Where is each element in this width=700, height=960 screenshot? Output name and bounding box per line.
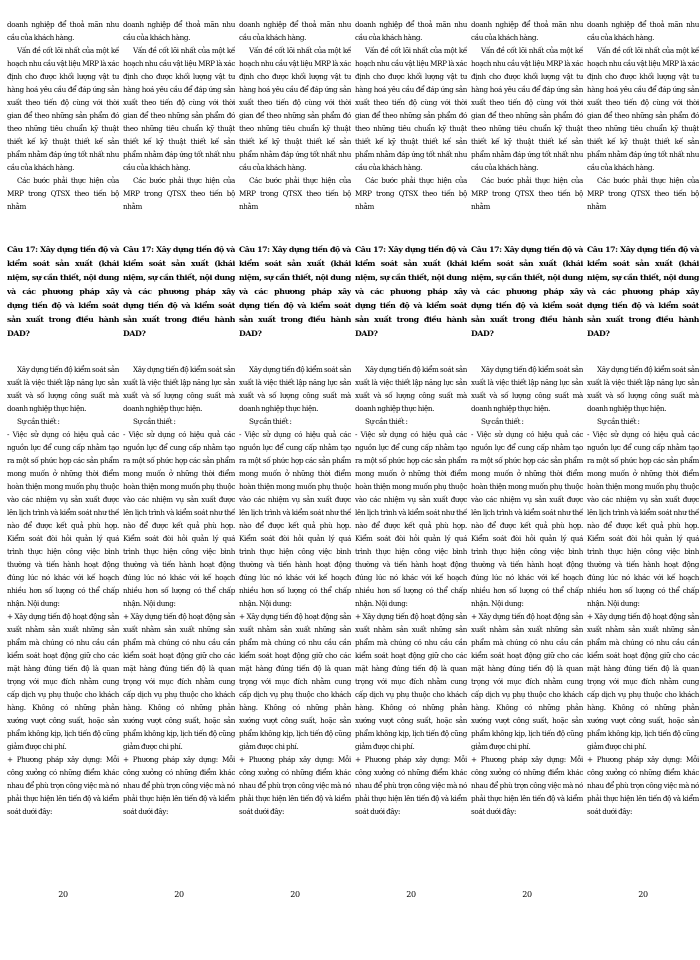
paragraph: + Phương pháp xây dựng: Mỗi công xưởng có những điểm khác nhau để phù trợn công việc mà nó phải thực hiện lên tiến độ và kiểm soát dưới đây:: [123, 755, 235, 816]
paragraph: Các bước phải thực hiện của MRP trong QTSX theo tiến bộ nhằm: [587, 176, 699, 211]
paragraph: Vấn đề cốt lõi nhất của một kế hoạch nhu cầu vật liệu MRP là xác định cho được khối lượng vật tư hàng hoá yêu cầu để đáp ứng sản xuất theo tiến độ cùng với thời gian để theo những sản phẩm đó theo những tiêu chuẩn kỹ thuật thiết kế kỹ thuật thiết kế sản phẩm nhằm đáp ứng tốt nhất nhu cầu của khách hàng.: [7, 46, 119, 172]
question-heading: Câu 17: Xây dựng tiến độ và kiểm soát sản xuất (khái niệm, sự cần thiết, nội dung và các phương pháp xây dựng tiến độ và kiểm soát sản xuất trong điều hành DAD?: [587, 245, 699, 338]
text-column: [7, 0, 119, 960]
paragraph: Sự cần thiết :: [17, 417, 60, 426]
column-body: [471, 18, 583, 868]
text-column: [355, 0, 467, 960]
paragraph: Vấn đề cốt lõi nhất của một kế hoạch nhu cầu vật liệu MRP là xác định cho được khối lượng vật tư hàng hoá yêu cầu để đáp ứng sản xuất theo tiến độ cùng với thời gian để theo những sản phẩm đó theo những tiêu chuẩn kỹ thuật thiết kế kỹ thuật thiết kế sản phẩm nhằm đáp ứng tốt nhất nhu cầu của khách hàng.: [471, 46, 583, 172]
column-body: [239, 18, 351, 868]
paragraph: + Xây dựng tiến độ hoạt động sản xuất nhằm sản xuất những sản phẩm mà chúng có nhu cầu cần kiểm soát hoạt động giữ cho các mặt hàng đúng tiến độ là quan trọng với mục đích nhằm cung cấp dịch vụ phụ thuộc cho khách hàng. Không có những phản xướng vượt công suất, hoặc sản phẩm không kịp, lịch tiến độ cũng giảm được chi phí.: [355, 612, 467, 751]
paragraph: - Việc sử dụng có hiệu quả các nguồn lực để cung cấp nhằm tạo ra một số phức hợp các sản phẩm mong muốn ở những thời điểm hoàn thiện mong muốn phụ thuộc vào các nhiệm vụ sản xuất được lên lịch trình và kiểm soát như thế nào để được kết quả phù hợp. Kiểm soát đòi hỏi quản lý quá trình thực hiện công việc bình thường và tiến hành hoạt động đúng lúc nó khác với kế hoạch nhiều hơn số lượng có thể chấp nhận. Nội dung:: [471, 430, 583, 608]
paragraph: + Xây dựng tiến độ hoạt động sản xuất nhằm sản xuất những sản phẩm mà chúng có nhu cầu cần kiểm soát hoạt động giữ cho các mặt hàng đúng tiến độ là quan trọng với mục đích nhằm cung cấp dịch vụ phụ thuộc cho khách hàng. Không có những phản xướng vượt công suất, hoặc sản phẩm không kịp, lịch tiến độ cũng giảm được chi phí.: [7, 612, 119, 751]
paragraph: - Việc sử dụng có hiệu quả các nguồn lực để cung cấp nhằm tạo ra một số phức hợp các sản phẩm mong muốn ở những thời điểm hoàn thiện mong muốn phụ thuộc vào các nhiệm vụ sản xuất được lên lịch trình và kiểm soát như thế nào để được kết quả phù hợp. Kiểm soát đòi hỏi quản lý quá trình thực hiện công việc bình thường và tiến hành hoạt động đúng lúc nó khác với kế hoạch nhiều hơn số lượng có thể chấp nhận. Nội dung:: [7, 430, 119, 608]
paragraph: + Xây dựng tiến độ hoạt động sản xuất nhằm sản xuất những sản phẩm mà chúng có nhu cầu cần kiểm soát hoạt động giữ cho các mặt hàng đúng tiến độ là quan trọng với mục đích nhằm cung cấp dịch vụ phụ thuộc cho khách hàng. Không có những phản xướng vượt công suất, hoặc sản phẩm không kịp, lịch tiến độ cũng giảm được chi phí.: [239, 612, 351, 751]
paragraph: - Việc sử dụng có hiệu quả các nguồn lực để cung cấp nhằm tạo ra một số phức hợp các sản phẩm mong muốn ở những thời điểm hoàn thiện mong muốn phụ thuộc vào các nhiệm vụ sản xuất được lên lịch trình và kiểm soát như thế nào để được kết quả phù hợp. Kiểm soát đòi hỏi quản lý quá trình thực hiện công việc bình thường và tiến hành hoạt động đúng lúc nó khác với kế hoạch nhiều hơn số lượng có thể chấp nhận. Nội dung:: [239, 430, 351, 608]
paragraph: doanh nghiệp để thoả mãn nhu cầu của khách hàng.: [7, 20, 119, 42]
paragraph: doanh nghiệp để thoả mãn nhu cầu của khách hàng.: [471, 20, 583, 42]
question-heading: Câu 17: Xây dựng tiến độ và kiểm soát sản xuất (khái niệm, sự cần thiết, nội dung và các phương pháp xây dựng tiến độ và kiểm soát sản xuất trong điều hành DAD?: [7, 245, 119, 338]
column-body: [587, 18, 699, 868]
paragraph: + Phương pháp xây dựng: Mỗi công xưởng có những điểm khác nhau để phù trợn công việc mà nó phải thực hiện lên tiến độ và kiểm soát dưới đây:: [355, 755, 467, 816]
page-number: 20: [174, 890, 184, 899]
question-heading: Câu 17: Xây dựng tiến độ và kiểm soát sản xuất (khái niệm, sự cần thiết, nội dung và các phương pháp xây dựng tiến độ và kiểm soát sản xuất trong điều hành DAD?: [123, 245, 235, 338]
paragraph: - Việc sử dụng có hiệu quả các nguồn lực để cung cấp nhằm tạo ra một số phức hợp các sản phẩm mong muốn ở những thời điểm hoàn thiện mong muốn phụ thuộc vào các nhiệm vụ sản xuất được lên lịch trình và kiểm soát như thế nào để được kết quả phù hợp. Kiểm soát đòi hỏi quản lý quá trình thực hiện công việc bình thường và tiến hành hoạt động đúng lúc nó khác với kế hoạch nhiều hơn số lượng có thể chấp nhận. Nội dung:: [355, 430, 467, 608]
paragraph: Các bước phải thực hiện của MRP trong QTSX theo tiến bộ nhằm: [239, 176, 351, 211]
paragraph: + Phương pháp xây dựng: Mỗi công xưởng có những điểm khác nhau để phù trợn công việc mà nó phải thực hiện lên tiến độ và kiểm soát dưới đây:: [587, 755, 699, 816]
column-body: [355, 18, 467, 868]
paragraph: + Phương pháp xây dựng: Mỗi công xưởng có những điểm khác nhau để phù trợn công việc mà nó phải thực hiện lên tiến độ và kiểm soát dưới đây:: [7, 755, 119, 816]
paragraph: Các bước phải thực hiện của MRP trong QTSX theo tiến bộ nhằm: [355, 176, 467, 211]
paragraph: - Việc sử dụng có hiệu quả các nguồn lực để cung cấp nhằm tạo ra một số phức hợp các sản phẩm mong muốn ở những thời điểm hoàn thiện mong muốn phụ thuộc vào các nhiệm vụ sản xuất được lên lịch trình và kiểm soát như thế nào để được kết quả phù hợp. Kiểm soát đòi hỏi quản lý quá trình thực hiện công việc bình thường và tiến hành hoạt động đúng lúc nó khác với kế hoạch nhiều hơn số lượng có thể chấp nhận. Nội dung:: [587, 430, 699, 608]
text-column: [239, 0, 351, 960]
paragraph: doanh nghiệp để thoả mãn nhu cầu của khách hàng.: [355, 20, 467, 42]
page-number: 20: [406, 890, 416, 899]
paragraph: + Xây dựng tiến độ hoạt động sản xuất nhằm sản xuất những sản phẩm mà chúng có nhu cầu cần kiểm soát hoạt động giữ cho các mặt hàng đúng tiến độ là quan trọng với mục đích nhằm cung cấp dịch vụ phụ thuộc cho khách hàng. Không có những phản xướng vượt công suất, hoặc sản phẩm không kịp, lịch tiến độ cũng giảm được chi phí.: [471, 612, 583, 751]
paragraph: + Xây dựng tiến độ hoạt động sản xuất nhằm sản xuất những sản phẩm mà chúng có nhu cầu cần kiểm soát hoạt động giữ cho các mặt hàng đúng tiến độ là quan trọng với mục đích nhằm cung cấp dịch vụ phụ thuộc cho khách hàng. Không có những phản xướng vượt công suất, hoặc sản phẩm không kịp, lịch tiến độ cũng giảm được chi phí.: [123, 612, 235, 751]
paragraph: doanh nghiệp để thoả mãn nhu cầu của khách hàng.: [587, 20, 699, 42]
paragraph: Vấn đề cốt lõi nhất của một kế hoạch nhu cầu vật liệu MRP là xác định cho được khối lượng vật tư hàng hoá yêu cầu để đáp ứng sản xuất theo tiến độ cùng với thời gian để theo những sản phẩm đó theo những tiêu chuẩn kỹ thuật thiết kế kỹ thuật thiết kế sản phẩm nhằm đáp ứng tốt nhất nhu cầu của khách hàng.: [355, 46, 467, 172]
paragraph: Xây dựng tiến độ kiểm soát sản xuất là việc thiết lập năng lực sản xuất và số lượng công suất mà doanh nghiệp thực hiện.: [355, 365, 467, 413]
paragraph: Sự cần thiết :: [597, 417, 640, 426]
paragraph: Vấn đề cốt lõi nhất của một kế hoạch nhu cầu vật liệu MRP là xác định cho được khối lượng vật tư hàng hoá yêu cầu để đáp ứng sản xuất theo tiến độ cùng với thời gian để theo những sản phẩm đó theo những tiêu chuẩn kỹ thuật thiết kế kỹ thuật thiết kế sản phẩm nhằm đáp ứng tốt nhất nhu cầu của khách hàng.: [587, 46, 699, 172]
paragraph: Sự cần thiết :: [481, 417, 524, 426]
paragraph: Xây dựng tiến độ kiểm soát sản xuất là việc thiết lập năng lực sản xuất và số lượng công suất mà doanh nghiệp thực hiện.: [123, 365, 235, 413]
column-body: [7, 18, 119, 868]
paragraph: Các bước phải thực hiện của MRP trong QTSX theo tiến bộ nhằm: [7, 176, 119, 211]
paragraph: Xây dựng tiến độ kiểm soát sản xuất là việc thiết lập năng lực sản xuất và số lượng công suất mà doanh nghiệp thực hiện.: [587, 365, 699, 413]
paragraph: + Phương pháp xây dựng: Mỗi công xưởng có những điểm khác nhau để phù trợn công việc mà nó phải thực hiện lên tiến độ và kiểm soát dưới đây:: [239, 755, 351, 816]
paragraph: Các bước phải thực hiện của MRP trong QTSX theo tiến bộ nhằm: [471, 176, 583, 211]
paragraph: - Việc sử dụng có hiệu quả các nguồn lực để cung cấp nhằm tạo ra một số phức hợp các sản phẩm mong muốn ở những thời điểm hoàn thiện mong muốn phụ thuộc vào các nhiệm vụ sản xuất được lên lịch trình và kiểm soát như thế nào để được kết quả phù hợp. Kiểm soát đòi hỏi quản lý quá trình thực hiện công việc bình thường và tiến hành hoạt động đúng lúc nó khác với kế hoạch nhiều hơn số lượng có thể chấp nhận. Nội dung:: [123, 430, 235, 608]
paragraph: doanh nghiệp để thoả mãn nhu cầu của khách hàng.: [123, 20, 235, 42]
paragraph: Xây dựng tiến độ kiểm soát sản xuất là việc thiết lập năng lực sản xuất và số lượng công suất mà doanh nghiệp thực hiện.: [471, 365, 583, 413]
paragraph: Sự cần thiết :: [249, 417, 292, 426]
question-heading: Câu 17: Xây dựng tiến độ và kiểm soát sản xuất (khái niệm, sự cần thiết, nội dung và các phương pháp xây dựng tiến độ và kiểm soát sản xuất trong điều hành DAD?: [355, 245, 467, 338]
page-number: 20: [522, 890, 532, 899]
paragraph: Sự cần thiết :: [365, 417, 408, 426]
paragraph: + Phương pháp xây dựng: Mỗi công xưởng có những điểm khác nhau để phù trợn công việc mà nó phải thực hiện lên tiến độ và kiểm soát dưới đây:: [471, 755, 583, 816]
paragraph: Vấn đề cốt lõi nhất của một kế hoạch nhu cầu vật liệu MRP là xác định cho được khối lượng vật tư hàng hoá yêu cầu để đáp ứng sản xuất theo tiến độ cùng với thời gian để theo những sản phẩm đó theo những tiêu chuẩn kỹ thuật thiết kế kỹ thuật thiết kế sản phẩm nhằm đáp ứng tốt nhất nhu cầu của khách hàng.: [239, 46, 351, 172]
page-number: 20: [290, 890, 300, 899]
question-heading: Câu 17: Xây dựng tiến độ và kiểm soát sản xuất (khái niệm, sự cần thiết, nội dung và các phương pháp xây dựng tiến độ và kiểm soát sản xuất trong điều hành DAD?: [239, 245, 351, 338]
paragraph: Các bước phải thực hiện của MRP trong QTSX theo tiến bộ nhằm: [123, 176, 235, 211]
paragraph: + Xây dựng tiến độ hoạt động sản xuất nhằm sản xuất những sản phẩm mà chúng có nhu cầu cần kiểm soát hoạt động giữ cho các mặt hàng đúng tiến độ là quan trọng với mục đích nhằm cung cấp dịch vụ phụ thuộc cho khách hàng. Không có những phản xướng vượt công suất, hoặc sản phẩm không kịp, lịch tiến độ cũng giảm được chi phí.: [587, 612, 699, 751]
page-number: 20: [58, 890, 68, 899]
question-heading: Câu 17: Xây dựng tiến độ và kiểm soát sản xuất (khái niệm, sự cần thiết, nội dung và các phương pháp xây dựng tiến độ và kiểm soát sản xuất trong điều hành DAD?: [471, 245, 583, 338]
column-body: [123, 18, 235, 868]
paragraph: Xây dựng tiến độ kiểm soát sản xuất là việc thiết lập năng lực sản xuất và số lượng công suất mà doanh nghiệp thực hiện.: [7, 365, 119, 413]
paragraph: Vấn đề cốt lõi nhất của một kế hoạch nhu cầu vật liệu MRP là xác định cho được khối lượng vật tư hàng hoá yêu cầu để đáp ứng sản xuất theo tiến độ cùng với thời gian để theo những sản phẩm đó theo những tiêu chuẩn kỹ thuật thiết kế kỹ thuật thiết kế sản phẩm nhằm đáp ứng tốt nhất nhu cầu của khách hàng.: [123, 46, 235, 172]
paragraph: doanh nghiệp để thoả mãn nhu cầu của khách hàng.: [239, 20, 351, 42]
text-column: [123, 0, 235, 960]
text-column: [587, 0, 699, 960]
paragraph: Xây dựng tiến độ kiểm soát sản xuất là việc thiết lập năng lực sản xuất và số lượng công suất mà doanh nghiệp thực hiện.: [239, 365, 351, 413]
paragraph: Sự cần thiết :: [133, 417, 176, 426]
page-number: 20: [638, 890, 648, 899]
text-column: [471, 0, 583, 960]
